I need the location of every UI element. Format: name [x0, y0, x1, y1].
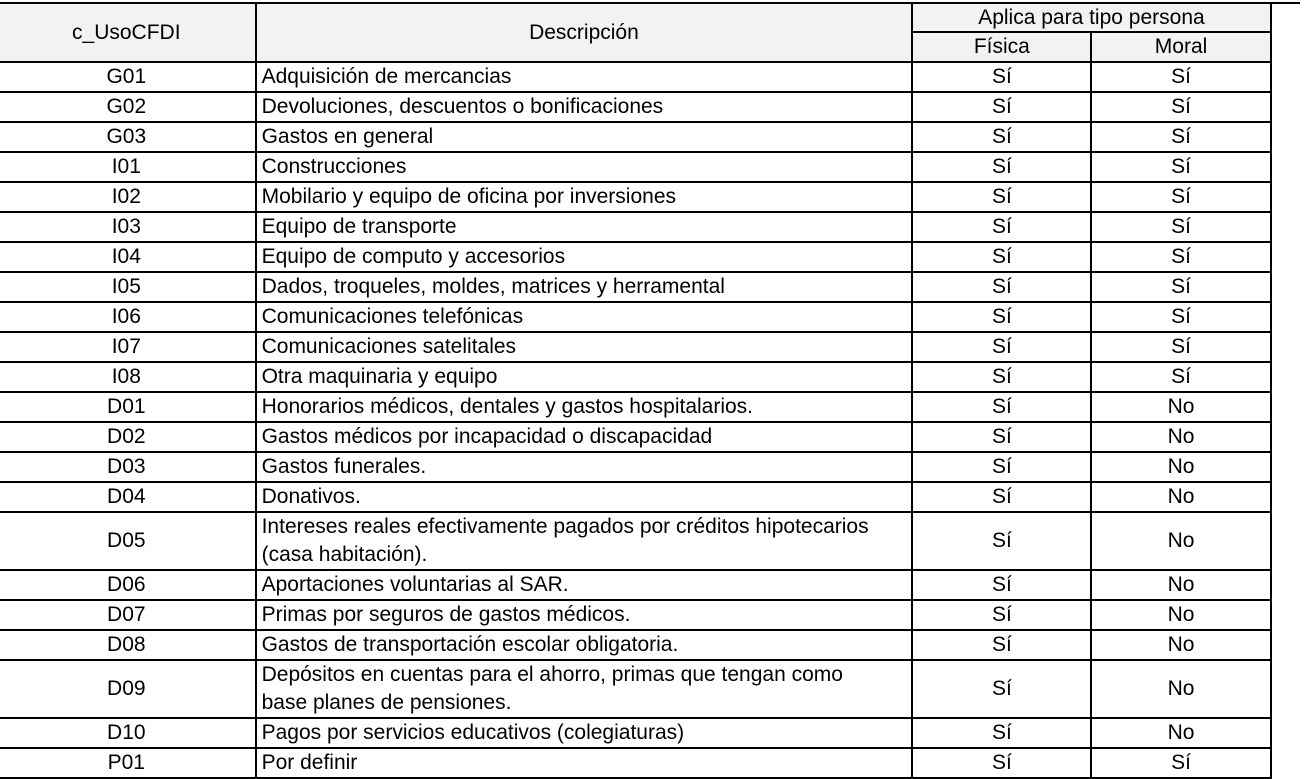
moral-cell: No	[1091, 660, 1270, 718]
moral-cell: No	[1091, 422, 1270, 452]
next-column-edge	[1271, 62, 1300, 92]
code-cell: P01	[0, 748, 256, 778]
fisica-cell: Sí	[912, 182, 1091, 212]
fisica-cell: Sí	[912, 660, 1091, 718]
description-line: Comunicaciones telefónicas	[261, 305, 524, 328]
table-row	[0, 452, 1300, 482]
description-line: Equipo de transporte	[261, 215, 457, 238]
code-cell: D01	[0, 392, 256, 422]
description-line: Intereses reales efectivamente pagados por créditos hipotecarios	[261, 515, 869, 538]
table-body	[0, 62, 1300, 778]
next-column-edge	[1271, 660, 1300, 718]
code-cell: I02	[0, 182, 256, 212]
next-column-edge	[1271, 718, 1300, 748]
table-row	[0, 718, 1300, 748]
description-cell	[256, 242, 913, 272]
table-row	[0, 570, 1300, 600]
fisica-cell: Sí	[912, 92, 1091, 122]
next-column-edge	[1271, 600, 1300, 630]
moral-cell: Sí	[1091, 92, 1270, 122]
uso-cfdi-table	[0, 2, 1300, 779]
table-row	[0, 392, 1300, 422]
description-line: Adquisición de mercancias	[261, 65, 512, 88]
code-cell: D09	[0, 660, 256, 718]
code-cell: I06	[0, 302, 256, 332]
moral-column-header: Moral	[1091, 32, 1270, 62]
next-column-edge	[1271, 122, 1300, 152]
table-row	[0, 422, 1300, 452]
next-column-edge	[1271, 302, 1300, 332]
fisica-cell: Sí	[912, 392, 1091, 422]
code-cell: I07	[0, 332, 256, 362]
description-line: Otra maquinaria y equipo	[261, 365, 498, 388]
description-line: Aportaciones voluntarias al SAR.	[261, 573, 569, 596]
code-cell: D07	[0, 600, 256, 630]
code-cell: I08	[0, 362, 256, 392]
description-cell	[256, 362, 913, 392]
table-row	[0, 152, 1300, 182]
description-line: Construcciones	[261, 155, 407, 178]
table-row	[0, 362, 1300, 392]
next-column-edge	[1271, 512, 1300, 570]
code-cell: G01	[0, 62, 256, 92]
table-row	[0, 182, 1300, 212]
description-line: Dados, troqueles, moldes, matrices y herramental	[261, 275, 725, 298]
fisica-cell: Sí	[912, 570, 1091, 600]
description-line: Pagos por servicios educativos (colegiaturas)	[261, 721, 685, 744]
description-cell	[256, 422, 913, 452]
next-column-edge	[1271, 570, 1300, 600]
code-cell: D02	[0, 422, 256, 452]
next-column-edge	[1271, 748, 1300, 778]
description-cell	[256, 718, 913, 748]
table-row	[0, 748, 1300, 778]
description-cell	[256, 152, 913, 182]
fisica-cell: Sí	[912, 482, 1091, 512]
description-cell	[256, 122, 913, 152]
description-cell	[256, 182, 913, 212]
code-cell: D05	[0, 512, 256, 570]
description-cell	[256, 660, 913, 718]
moral-cell: No	[1091, 570, 1270, 600]
description-cell	[256, 62, 913, 92]
description-cell	[256, 92, 913, 122]
fisica-cell: Sí	[912, 62, 1091, 92]
moral-cell: No	[1091, 482, 1270, 512]
description-cell	[256, 302, 913, 332]
next-column-edge	[1271, 630, 1300, 660]
table-row	[0, 660, 1300, 718]
code-cell: D06	[0, 570, 256, 600]
next-column-edge	[1271, 392, 1300, 422]
next-column-edge	[1271, 3, 1300, 62]
fisica-cell: Sí	[912, 332, 1091, 362]
moral-cell: Sí	[1091, 242, 1270, 272]
next-column-edge	[1271, 212, 1300, 242]
code-cell: I03	[0, 212, 256, 242]
description-cell	[256, 452, 913, 482]
moral-cell: No	[1091, 718, 1270, 748]
fisica-cell: Sí	[912, 718, 1091, 748]
code-cell: D04	[0, 482, 256, 512]
next-column-edge	[1271, 182, 1300, 212]
fisica-cell: Sí	[912, 422, 1091, 452]
next-column-edge	[1271, 482, 1300, 512]
fisica-cell: Sí	[912, 302, 1091, 332]
code-cell: D08	[0, 630, 256, 660]
fisica-cell: Sí	[912, 452, 1091, 482]
code-cell: D10	[0, 718, 256, 748]
next-column-edge	[1271, 92, 1300, 122]
next-column-edge	[1271, 332, 1300, 362]
description-line: Depósitos en cuentas para el ahorro, primas que tengan como	[261, 663, 843, 686]
fisica-cell: Sí	[912, 242, 1091, 272]
description-line: Gastos funerales.	[261, 455, 427, 478]
code-cell: I01	[0, 152, 256, 182]
description-line: Gastos de transportación escolar obligatoria.	[261, 633, 679, 656]
table-row	[0, 332, 1300, 362]
code-cell: G03	[0, 122, 256, 152]
fisica-cell: Sí	[912, 512, 1091, 570]
next-column-edge	[1271, 152, 1300, 182]
description-cell	[256, 212, 913, 242]
description-line: Donativos.	[261, 485, 361, 508]
table-row	[0, 512, 1300, 570]
fisica-column-header: Física	[912, 32, 1091, 62]
code-cell: D03	[0, 452, 256, 482]
description-cell	[256, 512, 913, 570]
code-cell: G02	[0, 92, 256, 122]
fisica-cell: Sí	[912, 630, 1091, 660]
moral-cell: Sí	[1091, 182, 1270, 212]
description-line: Gastos médicos por incapacidad o discapacidad	[261, 425, 713, 448]
next-column-edge	[1271, 362, 1300, 392]
table-row	[0, 122, 1300, 152]
fisica-cell: Sí	[912, 122, 1091, 152]
fisica-cell: Sí	[912, 152, 1091, 182]
code-cell: I04	[0, 242, 256, 272]
moral-cell: Sí	[1091, 122, 1270, 152]
description-cell	[256, 748, 913, 778]
description-column-header: Descripción	[256, 3, 913, 62]
fisica-cell: Sí	[912, 600, 1091, 630]
description-cell	[256, 570, 913, 600]
description-cell	[256, 272, 913, 302]
table-row	[0, 92, 1300, 122]
description-line: Por definir	[261, 751, 358, 774]
moral-cell: No	[1091, 452, 1270, 482]
table-row	[0, 302, 1300, 332]
description-cell	[256, 392, 913, 422]
description-line: Devoluciones, descuentos o bonificaciones	[261, 95, 664, 118]
code-column-header: c_UsoCFDI	[0, 3, 256, 62]
table-row	[0, 482, 1300, 512]
next-column-edge	[1271, 422, 1300, 452]
code-cell: I05	[0, 272, 256, 302]
persona-type-group-header: Aplica para tipo persona	[912, 3, 1270, 32]
description-line: Honorarios médicos, dentales y gastos hospitalarios.	[261, 395, 754, 418]
moral-cell: No	[1091, 512, 1270, 570]
moral-cell: Sí	[1091, 62, 1270, 92]
description-cell	[256, 630, 913, 660]
fisica-cell: Sí	[912, 362, 1091, 392]
fisica-cell: Sí	[912, 272, 1091, 302]
moral-cell: Sí	[1091, 748, 1270, 778]
description-line: Equipo de computo y accesorios	[261, 245, 566, 268]
next-column-edge	[1271, 242, 1300, 272]
fisica-cell: Sí	[912, 212, 1091, 242]
table-row	[0, 600, 1300, 630]
moral-cell: Sí	[1091, 152, 1270, 182]
moral-cell: Sí	[1091, 302, 1270, 332]
description-cell	[256, 332, 913, 362]
next-column-edge	[1271, 272, 1300, 302]
table-row	[0, 212, 1300, 242]
table-header	[0, 3, 1300, 62]
description-line: Comunicaciones satelitales	[261, 335, 517, 358]
fisica-cell: Sí	[912, 748, 1091, 778]
description-line: Mobilario y equipo de oficina por inversiones	[261, 185, 676, 208]
moral-cell: Sí	[1091, 332, 1270, 362]
description-line: (casa habitación).	[261, 543, 428, 566]
next-column-edge	[1271, 452, 1300, 482]
table-row	[0, 62, 1300, 92]
description-cell	[256, 600, 913, 630]
table-row	[0, 242, 1300, 272]
moral-cell: Sí	[1091, 272, 1270, 302]
moral-cell: Sí	[1091, 362, 1270, 392]
description-line: base planes de pensiones.	[261, 691, 512, 714]
moral-cell: Sí	[1091, 212, 1270, 242]
moral-cell: No	[1091, 392, 1270, 422]
description-line: Primas por seguros de gastos médicos.	[261, 603, 631, 626]
moral-cell: No	[1091, 630, 1270, 660]
table-row	[0, 630, 1300, 660]
table-row	[0, 272, 1300, 302]
moral-cell: No	[1091, 600, 1270, 630]
description-cell	[256, 482, 913, 512]
description-line: Gastos en general	[261, 125, 434, 148]
